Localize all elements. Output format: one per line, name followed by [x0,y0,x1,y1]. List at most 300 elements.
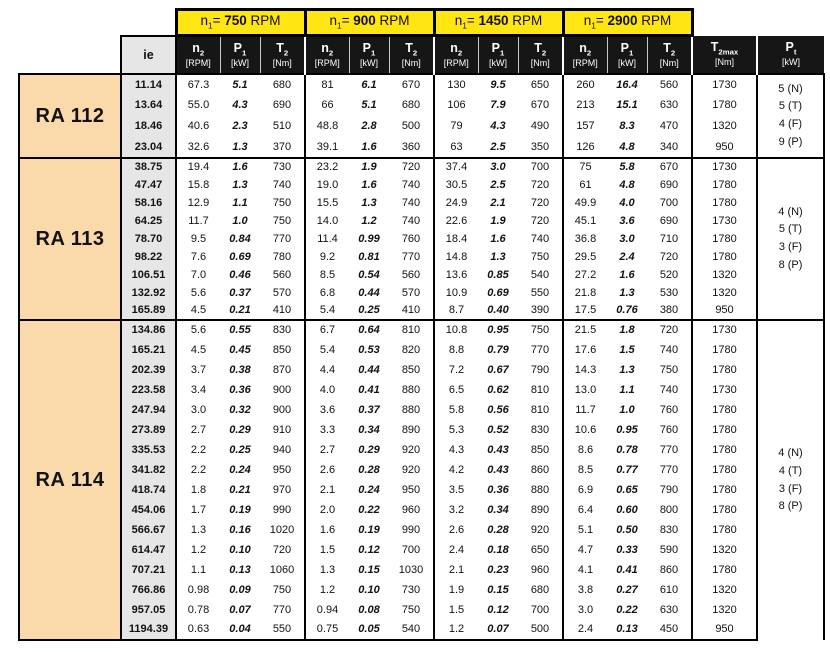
p1-cell: 0.33 [616,543,638,556]
value-cell: 550 [530,286,550,299]
value-cell: 990 [401,523,421,536]
value-cell: 23.2 [305,158,349,176]
p1-cell: 0.65 [616,483,638,496]
p1-cell: 1.6 [361,140,377,153]
table-row [19,302,824,320]
p1-cell: 0.50 [616,523,638,536]
value-cell: 67.3 [176,74,220,95]
pt-value: 5 (T) [778,100,803,113]
p1-cell: 5.8 [607,158,647,176]
ratio-cell: 23.04 [121,137,176,158]
value-cell: 530 [659,286,679,299]
value-cell: 4.1 [563,560,607,580]
table-row [19,137,824,158]
pt-value: 4 (T) [778,464,803,477]
p1-cell: 0.13 [607,620,647,640]
p1-cell: 2.5 [490,140,506,153]
column-header-row [19,36,824,75]
group-label: RA 113 [19,158,121,320]
p1-cell: 0.36 [487,483,509,496]
value-cell: 750 [272,214,292,227]
value-cell: 510 [272,120,292,133]
column-header-cell [518,36,563,75]
ratio-cell: 47.47 [121,176,176,194]
value-cell: 1.3 [176,520,220,540]
pt-value: 3 (F) [778,241,803,253]
p1-cell: 0.85 [487,268,509,281]
column-header-cell [563,36,607,75]
p1-cell: 0.22 [358,503,380,516]
p1-cell: 0.27 [616,583,638,596]
p1-cell: 0.77 [616,463,638,476]
p1-cell: 0.28 [487,523,509,536]
value-cell: 720 [530,214,550,227]
value-cell: 920 [530,523,550,536]
value-cell: 470 [659,120,679,133]
value-cell: 810 [389,320,434,340]
ratio-cell: 707.21 [121,560,176,580]
p1-cell: 0.18 [487,543,509,556]
group-label: RA 114 [19,320,121,640]
column-header-cell [260,36,305,75]
value-cell: 790 [659,483,679,496]
value-cell: 157 [563,116,607,137]
header-symbol: $n_2$ [450,40,463,58]
value-cell: 560 [647,74,692,95]
value-cell: 740 [401,196,421,209]
value-cell: 37.4 [434,158,478,176]
value-cell: 7.0 [176,266,220,284]
value-cell: 770 [659,443,679,456]
t2max-cell: 1730 [692,380,757,400]
value-cell: 750 [659,363,679,376]
value-cell: 520 [659,268,679,281]
value-cell: 740 [401,178,421,191]
p1-cell: 0.54 [358,268,380,281]
value-cell: 11.4 [305,230,349,248]
p1-cell: 16.4 [607,74,647,95]
value-cell: 4.7 [563,540,607,560]
p1-cell: 0.99 [358,232,380,245]
value-cell: 740 [401,214,421,227]
ratio-cell: 454.06 [121,500,176,520]
speed-header-cell [305,10,434,36]
value-cell: 650 [530,543,550,556]
value-cell: 590 [659,543,679,556]
value-cell: 500 [401,120,421,133]
value-cell: 710 [659,232,679,245]
column-header-unit: [Nm] [530,57,550,68]
t2max-cell: 1320 [692,600,757,620]
value-cell: 66 [305,95,349,116]
value-cell: 14.8 [434,248,478,266]
value-cell: 950 [401,483,421,496]
p1-cell: 2.3 [232,120,248,133]
p1-cell: 4.8 [619,178,635,191]
value-cell: 570 [272,286,292,299]
value-cell: 48.8 [305,116,349,137]
value-cell: 14.3 [563,360,607,380]
p1-cell: 15.1 [616,99,638,112]
column-header-cell [305,36,349,75]
ratio-cell: 18.46 [121,116,176,137]
pt-value: 8 (P) [778,258,803,271]
header-symbol: $P_1$ [233,40,247,58]
column-header-unit: [RPM] [314,57,340,68]
p1-cell: 0.07 [229,603,251,616]
p1-cell: 0.44 [358,286,380,299]
value-cell: 960 [530,563,550,576]
value-cell: 720 [647,320,692,340]
t2max-cell: 1780 [692,500,757,520]
p1-cell: 0.12 [487,603,509,616]
value-cell: 1.2 [434,620,478,640]
ratio-cell: 202.39 [121,360,176,380]
table-row [19,158,824,176]
t2max-cell: 1780 [692,230,757,248]
header-symbol: $P_1$ [620,40,634,58]
t2max-cell: 1320 [692,284,757,302]
pt-value: 8 (P) [778,500,803,513]
p1-cell: 0.32 [229,403,251,416]
pt-value: 4 (N) [778,205,803,218]
value-cell: 61 [563,176,607,194]
p1-cell: 0.24 [358,483,380,496]
p1-cell: 0.78 [616,443,638,456]
ratio-cell: 566.67 [121,520,176,540]
p1-cell: 0.43 [487,463,509,476]
value-cell: 6.5 [434,380,478,400]
p1-cell: 1.1 [619,383,635,396]
header-symbol: $P_1$ [362,40,376,58]
p1-cell: 0.56 [487,403,509,416]
p1-cell: 0.09 [229,583,251,596]
value-cell: 81 [305,74,349,95]
value-cell: 5.6 [176,284,220,302]
p1-cell: 0.41 [616,563,638,576]
ratio-cell: 78.70 [121,230,176,248]
value-cell: 5.8 [434,400,478,420]
value-cell: 370 [272,140,292,153]
blank-corner [692,10,824,36]
value-cell: 750 [530,250,550,263]
speed-header-row [19,10,824,36]
value-cell: 700 [518,158,563,176]
p1-cell: 0.08 [358,603,380,616]
p1-cell: 0.21 [229,304,251,317]
value-cell: 890 [530,503,550,516]
p1-cell: 0.43 [487,443,509,456]
value-cell: 730 [260,158,305,176]
p1-cell: 1.6 [490,232,506,245]
value-cell: 860 [530,463,550,476]
p1-cell: 0.67 [487,363,509,376]
value-cell: 30.5 [434,176,478,194]
ratio-cell: 64.25 [121,212,176,230]
value-cell: 680 [260,74,305,95]
value-cell: 610 [659,583,679,596]
p1-cell: 0.81 [358,250,380,263]
t2max-cell: 1780 [692,440,757,460]
p1-cell: 0.19 [229,503,251,516]
value-cell: 10.9 [434,284,478,302]
p1-cell: 0.53 [358,343,380,356]
value-cell: 1.7 [176,500,220,520]
value-cell: 1060 [269,563,295,576]
p1-cell: 0.79 [487,343,509,356]
value-cell: 1.5 [305,540,349,560]
value-cell: 3.7 [176,360,220,380]
t2max-cell: 1780 [692,176,757,194]
value-cell: 9.5 [176,230,220,248]
value-cell: 3.5 [434,480,478,500]
value-cell: 760 [401,232,421,245]
value-cell: 830 [530,423,550,436]
value-cell: 2.1 [434,560,478,580]
ratio-cell: 957.05 [121,600,176,620]
column-header-cell [389,36,434,75]
p1-cell: 1.2 [361,214,377,227]
value-cell: 4.0 [305,380,349,400]
value-cell: 7.2 [434,360,478,380]
value-cell: 36.8 [563,230,607,248]
value-cell: 7.6 [176,248,220,266]
value-cell: 720 [530,178,550,191]
table-row [19,74,824,95]
table-row [19,194,824,212]
column-header-cell [434,36,478,75]
ratio-cell: 223.58 [121,380,176,400]
value-cell: 3.3 [305,420,349,440]
t2max-cell: 1320 [692,266,757,284]
p1-cell: 1.9 [490,214,506,227]
ratio-column-header: ie [121,36,176,75]
t2max-cell: 1730 [692,74,757,95]
pt-value: 5 (N) [778,82,803,95]
value-cell: 2.4 [563,620,607,640]
value-cell: 1.1 [176,560,220,580]
value-cell: 570 [401,286,421,299]
p1-cell: 0.15 [358,563,380,576]
value-cell: 40.6 [176,116,220,137]
value-cell: 75 [563,158,607,176]
value-cell: 2.6 [305,460,349,480]
value-cell: 3.2 [434,500,478,520]
value-cell: 720 [659,250,679,263]
column-header-unit: [kW] [360,57,378,68]
p1-cell: 2.8 [361,120,377,133]
column-header-unit: [Nm] [401,57,421,68]
p1-cell: 0.22 [616,603,638,616]
ratio-cell: 341.82 [121,460,176,480]
p1-cell: 0.12 [358,543,380,556]
value-cell: 260 [563,74,607,95]
value-cell: 380 [659,304,679,317]
value-cell: 910 [272,423,292,436]
pt-cell [757,158,824,320]
p1-cell: 0.64 [349,320,389,340]
value-cell: 410 [272,304,292,317]
value-cell: 2.2 [176,460,220,480]
value-cell: 3.0 [563,600,607,620]
value-cell: 27.2 [563,266,607,284]
value-cell: 880 [401,403,421,416]
p1-cell: 1.0 [619,403,635,416]
table-row [19,116,824,137]
t2max-cell: 950 [692,302,757,320]
value-cell: 690 [659,214,679,227]
pt-value: 4 (F) [778,118,803,130]
value-cell: 8.6 [563,440,607,460]
value-cell: 5.6 [176,320,220,340]
ratio-cell: 38.75 [121,158,176,176]
value-cell: 900 [272,403,292,416]
blank-corner [19,10,176,36]
value-cell: 5.1 [563,520,607,540]
p1-cell: 0.69 [229,250,251,263]
column-header-unit: [kW] [782,56,800,67]
table-row [19,340,824,360]
table-body [19,74,824,640]
p1-cell: 4.3 [232,99,248,112]
value-cell: 4.2 [434,460,478,480]
t2max-cell: 1320 [692,580,757,600]
t2max-cell: 1730 [692,212,757,230]
p1-cell: 0.19 [358,523,380,536]
value-cell: 680 [530,583,550,596]
value-cell: 880 [401,383,421,396]
table-row [19,176,824,194]
p1-cell: 4.8 [619,140,635,153]
p1-cell: 3.0 [478,158,518,176]
value-cell: 13.0 [563,380,607,400]
p1-cell: 0.25 [358,304,380,317]
p1-cell: 5.1 [361,99,377,112]
table-row [19,540,824,560]
value-cell: 650 [518,74,563,95]
table-row [19,320,824,340]
ratio-cell: 132.92 [121,284,176,302]
table-row [19,284,824,302]
value-cell: 3.8 [563,580,607,600]
value-cell: 950 [272,463,292,476]
pt-value: 4 (N) [778,447,803,460]
table-row [19,560,824,580]
p1-cell: 1.3 [619,363,635,376]
t2max-cell: 1780 [692,194,757,212]
t2max-cell: 950 [692,137,757,158]
table-row [19,440,824,460]
column-header-cell [607,36,647,75]
p1-cell: 0.10 [358,583,380,596]
value-cell: 740 [530,232,550,245]
value-cell: 22.6 [434,212,478,230]
value-cell: 750 [272,583,292,596]
value-cell: 730 [401,583,421,596]
value-cell: 1.9 [434,580,478,600]
table-row [19,380,824,400]
value-cell: 49.9 [563,194,607,212]
value-cell: 2.6 [434,520,478,540]
value-cell: 760 [659,403,679,416]
ratio-cell: 165.21 [121,340,176,360]
column-header-unit: [Nm] [272,57,292,68]
value-cell: 740 [659,343,679,356]
value-cell: 670 [647,158,692,176]
column-header-cell [176,36,220,75]
value-cell: 106 [434,95,478,116]
value-cell: 690 [272,99,292,112]
value-cell: 500 [518,620,563,640]
p1-cell: 0.04 [220,620,260,640]
t2max-cell: 1780 [692,460,757,480]
ratio-cell: 134.86 [121,320,176,340]
t2max-cell: 1780 [692,560,757,580]
p1-cell: 0.95 [478,320,518,340]
table-row [19,500,824,520]
header-symbol: $n_2$ [321,40,334,58]
p1-cell: 0.40 [487,304,509,317]
column-header-cell [220,36,260,75]
p1-cell: 1.8 [607,320,647,340]
value-cell: 8.5 [563,460,607,480]
value-cell: 800 [659,503,679,516]
value-cell: 630 [659,603,679,616]
p1-cell: 0.25 [229,443,251,456]
value-cell: 670 [389,74,434,95]
value-cell: 870 [272,363,292,376]
header-symbol: $n_1= 900$ RPM [329,13,410,32]
p1-cell: 3.0 [619,232,635,245]
value-cell: 11.7 [563,400,607,420]
value-cell: 0.75 [305,620,349,640]
p1-cell: 0.15 [487,583,509,596]
value-cell: 850 [401,363,421,376]
column-header-unit: [kW] [618,57,636,68]
value-cell: 790 [530,363,550,376]
value-cell: 760 [659,423,679,436]
value-cell: 680 [401,99,421,112]
value-cell: 213 [563,95,607,116]
ratio-cell: 1194.39 [121,620,176,640]
value-cell: 21.5 [563,320,607,340]
p1-cell: 1.1 [232,196,248,209]
column-header-unit: [Nm] [715,56,734,67]
p1-cell: 0.29 [229,423,251,436]
value-cell: 690 [659,178,679,191]
value-cell: 79 [434,116,478,137]
p1-cell: 0.62 [487,383,509,396]
value-cell: 0.63 [176,620,220,640]
column-header-unit: [RPM] [443,57,469,68]
value-cell: 15.8 [176,176,220,194]
value-cell: 9.2 [305,248,349,266]
value-cell: 29.5 [563,248,607,266]
column-header-cell [349,36,389,75]
value-cell: 6.7 [305,320,349,340]
value-cell: 960 [401,503,421,516]
p1-cell: 0.84 [229,232,251,245]
value-cell: 1.5 [434,600,478,620]
value-cell: 750 [518,320,563,340]
p1-cell: 0.10 [229,543,251,556]
value-cell: 19.4 [176,158,220,176]
value-cell: 3.4 [176,380,220,400]
pt-cell [757,320,824,640]
table-row [19,480,824,500]
header-symbol: $n_1= 1450$ RPM [454,13,543,32]
header-symbol: $n_1= 2900$ RPM [583,13,672,32]
